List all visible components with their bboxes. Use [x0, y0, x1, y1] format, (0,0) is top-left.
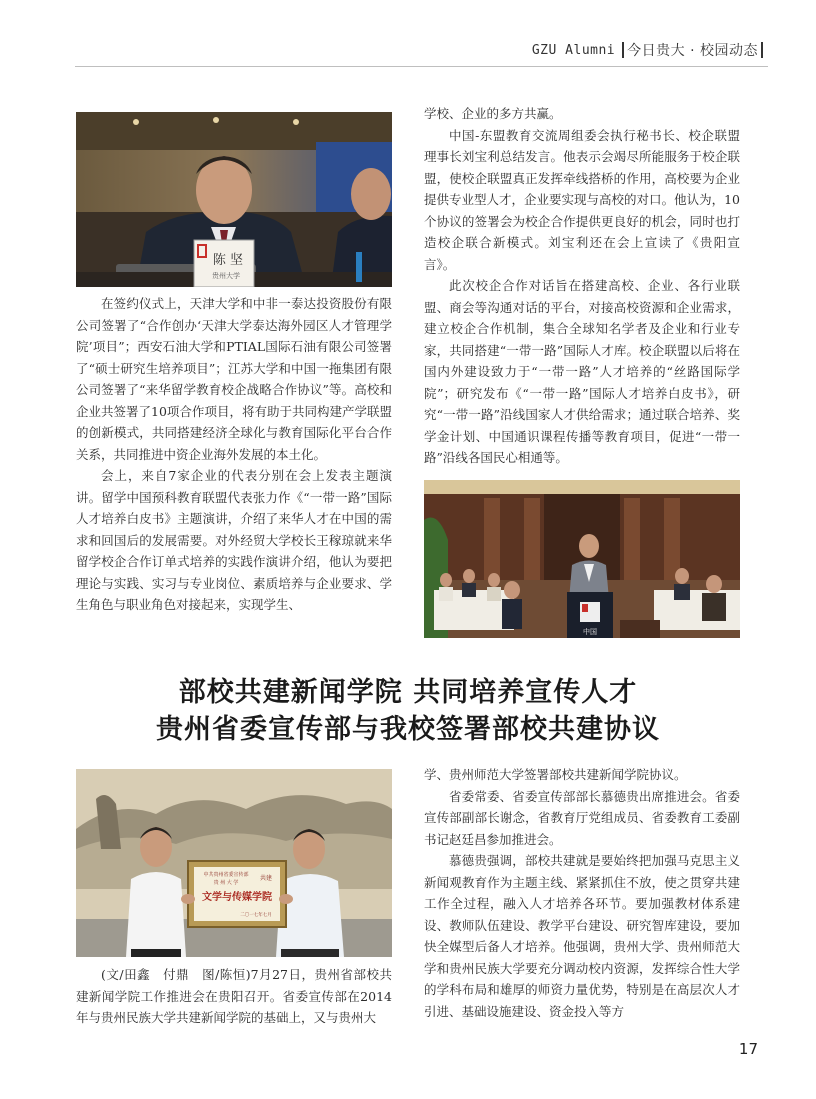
header-rule — [75, 66, 768, 67]
photo-podium-speech — [424, 480, 740, 638]
article1-right-column — [424, 103, 740, 469]
article2-right-column — [424, 764, 740, 1022]
article2-left-column — [76, 964, 392, 1029]
nameplate-org: 贵州大学 — [212, 272, 240, 280]
article1-paragraph: 此次校企合作对话旨在搭建高校、企业、各行业联盟、商会等沟通对话的平台，对接高校资源和企业需求，建立校企合作机制，集合全球知名学者及企业和行业专家，共同搭建“一带一路”国际人才库。校企联盟以后将在国内外建设致力于“一带一路”人才培养的“丝路国际学院”；研究发布《“一带一路”国际人才培养白皮书》，研究“一带一路”沿线国家人才供给需求；通过联合培养、奖学金计划、中国通识课程传播等教育项目，促进“一带一路”沿线各国民心相通等。 — [424, 278, 740, 465]
header-divider — [761, 42, 763, 58]
podium-text: 中国 — [583, 628, 597, 636]
plaque-date: 二〇一七年七月 — [240, 913, 272, 918]
article2-paragraph: (文/田鑫 付鼎 图/陈恒)7月27日，贵州省部校共建新闻学院工作推进会在贵阳召开。省委宣传部在2014年与贵州民族大学共建新闻学院的基础上，又与贵州大 — [76, 967, 392, 1025]
article1-left-column — [76, 293, 392, 616]
header-divider — [622, 42, 624, 58]
page-number: 17 — [738, 1040, 758, 1058]
plaque-sub-line: 贵 州 大 学 — [213, 880, 239, 886]
plaque-gongjian: 共建 — [259, 875, 273, 882]
article1-continuation: 学校、企业的多方共赢。 — [424, 106, 562, 121]
section-name: 今日贵大 · 校园动态 — [627, 43, 758, 59]
article2-title-line1: 部校共建新闻学院 共同培养宣传人才 — [178, 677, 638, 708]
article1-paragraph: 会上，来自7家企业的代表分别在会上发表主题演讲。留学中国预科教育联盟代表张力作《“一带一路”国际人才培养白皮书》主题演讲，介绍了来华人才在中国的需求和回国后的发展需要。对外经贸大学校长王稼琼就来华留学校企合作订单式培养的实践作演讲介绍，他认为要把理论与实践、实习与专业岗位、素质培养与企业要求、学生角色与职业角色对接起来，实现学生、 — [76, 468, 392, 612]
article2-continuation: 学、贵州师范大学签署部校共建新闻学院协议。 — [424, 767, 687, 782]
article2-paragraph: 省委常委、省委宣传部部长慕德贵出席推进会。省委宣传部副部长谢念，省教育厅党组成员、省委教育工委副书记赵廷昌参加推进会。 — [424, 788, 740, 847]
magazine-name: GZU Alumni — [531, 42, 616, 58]
plaque-main-text: 文学与传媒学院 — [202, 892, 272, 903]
article1-paragraph: 在签约仪式上，天津大学和中非一泰达投资股份有限公司签署了“合作创办‘天津大学泰达海外园区人才管理学院’项目”；西安石油大学和PTIAL国际石油有限公司签署了“硕士研究生培养项目”；江苏大学和中国一拖集团有限公司签署了“来华留学教育校企战略合作协议”等。高校和企业共签署了10项合作项目，将有助于共同构建产学联盟的创新模式，共同搭建经济全球化与教育国际化平台合作关系，共同推进中资企业海外发展的本土化。 — [76, 296, 392, 462]
photo-speaker-chen-jian — [76, 112, 392, 287]
photo-plaque-presentation — [76, 769, 392, 957]
plaque-top-line: 中共贵州省委宣传部 — [203, 872, 249, 878]
nameplate-name: 陈 坚 — [212, 253, 244, 268]
article2-paragraph: 慕德贵强调，部校共建就是要始终把加强马克思主义新闻观教育作为主题主线、紧紧抓住不放，使之贯穿共建工作全过程，融入人才培养各环节。要加强教材体系建设、教师队伍建设、教学平台建设、研究智库建设，要加快全媒型后备人才培养。他强调，贵州大学、贵州师范大学和贵州民族大学要充分调动校内资源，发挥综合性大学的学科布局和雄厚的师资力量优势，特别是在高层次人才引进、基础设施建设、资金投入等方 — [424, 853, 740, 1019]
article1-paragraph: 中国-东盟教育交流周组委会执行秘书长、校企联盟理事长刘宝利总结发言。他表示会竭尽所能服务于校企联盟，使校企联盟真正发挥牵线搭桥的作用，高校要为企业提供专业型人才，企业要实现与高校的对口。他认为，10个协议的签署会为校企合作提供更良好的机会，同时也打造校企联合新模式。刘宝利还在会上宣读了《贵阳宣言》。 — [424, 127, 740, 272]
article2-title-line2: 贵州省委宣传部与我校签署部校共建协议 — [156, 714, 660, 745]
running-header — [532, 40, 766, 60]
